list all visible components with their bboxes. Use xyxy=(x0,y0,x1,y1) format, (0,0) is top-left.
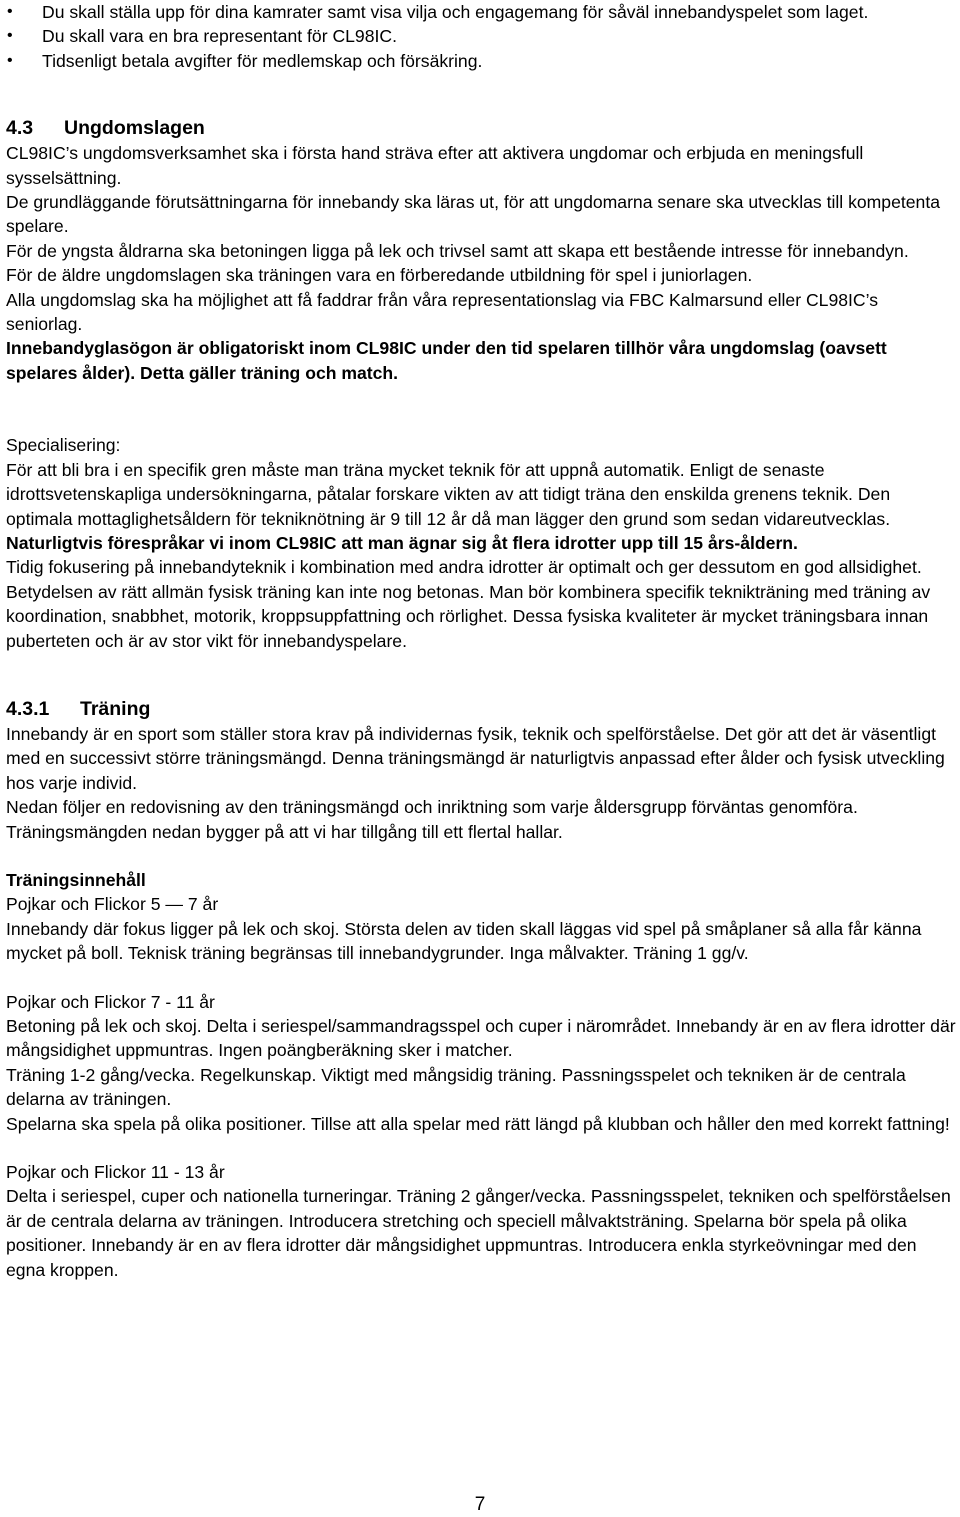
paragraph: För de yngsta åldrarna ska betoningen ligga på lek och trivsel samt att skapa ett bestående intresse för innebandyn. xyxy=(6,240,909,261)
paragraph: För att bli bra i en specifik gren måste man träna mycket teknik för att uppnå automatik. Enligt de senaste idrottsvetenskapliga undersökningarna, påtalar forskare vikten av att tidigt träna den enskilda grenens teknik. Den optimala mottaglighetsåldern för tekniknötning är 9 till 12 år då man lägger den grund som sedan vidareutvecklas. xyxy=(6,459,891,529)
bullet-icon: • xyxy=(7,27,13,45)
section-heading-traning xyxy=(6,696,956,722)
section-title: Träning xyxy=(80,697,151,720)
paragraph: Innebandy är en sport som ställer stora krav på individernas fysik, teknik och spelförståelse. Det gör att det är väsentligt med en successivt större träningsmängd. Denna träningsmängd är naturligtvis anpassad efter ålder och fysisk utveckling hos varje individ. xyxy=(6,723,945,793)
traningsinnehall-heading: Träningsinnehåll xyxy=(6,869,146,890)
paragraph: Alla ungdomslag ska ha möjlighet att få faddrar från våra representationslag via FBC Kalmarsund eller CL98IC’s seniorlag. xyxy=(6,289,878,335)
list-item: • Du skall ställa upp för dina kamrater samt visa vilja och engagemang för såväl innebandyspelet som laget. xyxy=(6,0,956,24)
bold-paragraph: Innebandyglasögon är obligatoriskt inom CL98IC under den tid spelaren tillhör våra ungdomslag (oavsett spelares ålder). Detta gäller träning och match. xyxy=(6,338,887,383)
bullet-list xyxy=(6,0,956,73)
paragraph: Träning 1-2 gång/vecka. Regelkunskap. Viktigt med mångsidig träning. Passningsspelet och tekniken är de centrala delarna av träningen. xyxy=(6,1064,906,1110)
list-item: • Tidsenligt betala avgifter för medlemskap och försäkring. xyxy=(6,49,956,73)
list-item: • Du skall vara en bra representant för CL98IC. xyxy=(6,24,956,48)
paragraph: För de äldre ungdomslagen ska träningen vara en förberedande utbildning för spel i juniorlagen. xyxy=(6,265,753,286)
paragraph: Tidig fokusering på innebandyteknik i kombination med andra idrotter är optimalt och ger dessutom en god allsidighet. Betydelsen av rätt allmän fysisk träning kan inte nog betonas. Man bör kombinera specifik teknikträning med träning av koordination, snabbhet, motorik, kroppsuppfattning och rörlighet. Dessa fysiska kvaliteter är mycket träningsbara innan puberteten och är av stor vikt för innebandyspelare. xyxy=(6,557,931,651)
paragraph: Nedan följer en redovisning av den träningsmängd och inriktning som varje åldersgrupp förväntas genomföra. Träningsmängden nedan bygger på att vi har tillgång till ett flertal hallar. xyxy=(6,797,858,842)
group-title: Pojkar och Flickor 5 — 7 år xyxy=(6,894,219,915)
bold-paragraph: Naturligtvis förespråkar vi inom CL98IC att man ägnar sig åt flera idrotter upp till 15 års-åldern. xyxy=(6,532,798,553)
page-number: 7 xyxy=(474,1494,486,1515)
paragraph: Spelarna ska spela på olika positioner. Tillse att alla spelar med rätt längd på klubban och håller den med korrekt fattning! xyxy=(6,1113,950,1134)
section-number: 4.3.1 xyxy=(6,697,50,720)
specialisering-heading: Specialisering: xyxy=(6,435,121,456)
bullet-icon: • xyxy=(7,51,13,69)
paragraph: Delta i seriespel, cuper och nationella turneringar. Träning 2 gånger/vecka. Passningsspelet, tekniken och spelförståelsen är de centrala delarna av träningen. Introducera stretching och speciell målvaktsträning. Spelarna bör spela på olika positioner. Innebandy är en av flera idrotter där mångsidighet uppmuntras. Introducera enkla styrkeövningar med den egna kroppen. xyxy=(6,1186,951,1280)
bullet-icon: • xyxy=(7,3,13,20)
section-title: Ungdomslagen xyxy=(64,117,205,140)
document-page xyxy=(6,0,956,1282)
paragraph: Innebandy där fokus ligger på lek och skoj. Största delen av tiden skall läggas vid spel på småplaner så alla får känna mycket på boll. Teknisk träning begränsas till innebandygrunder. Inga målvakter. Träning 1 gg/v. xyxy=(6,918,922,964)
paragraph: De grundläggande förutsättningarna för innebandy ska läras ut, för att ungdomarna senare ska utvecklas till kompetenta spelare. xyxy=(6,192,941,237)
paragraph: CL98IC’s ungdomsverksamhet ska i första hand sträva efter att aktivera ungdomar och erbjuda en meningsfull sysselsättning. xyxy=(6,143,864,188)
paragraph: Betoning på lek och skoj. Delta i seriespel/sammandragsspel och cuper i närområdet. Innebandy är en av flera idrotter där mångsidighet uppmuntras. Ingen poängberäkning sker i matcher. xyxy=(6,1016,956,1061)
group-title: Pojkar och Flickor 11 - 13 år xyxy=(6,1162,225,1183)
section-heading-ungdomslagen xyxy=(6,115,956,141)
group-title: Pojkar och Flickor 7 - 11 år xyxy=(6,991,215,1012)
section-number: 4.3 xyxy=(6,117,34,140)
